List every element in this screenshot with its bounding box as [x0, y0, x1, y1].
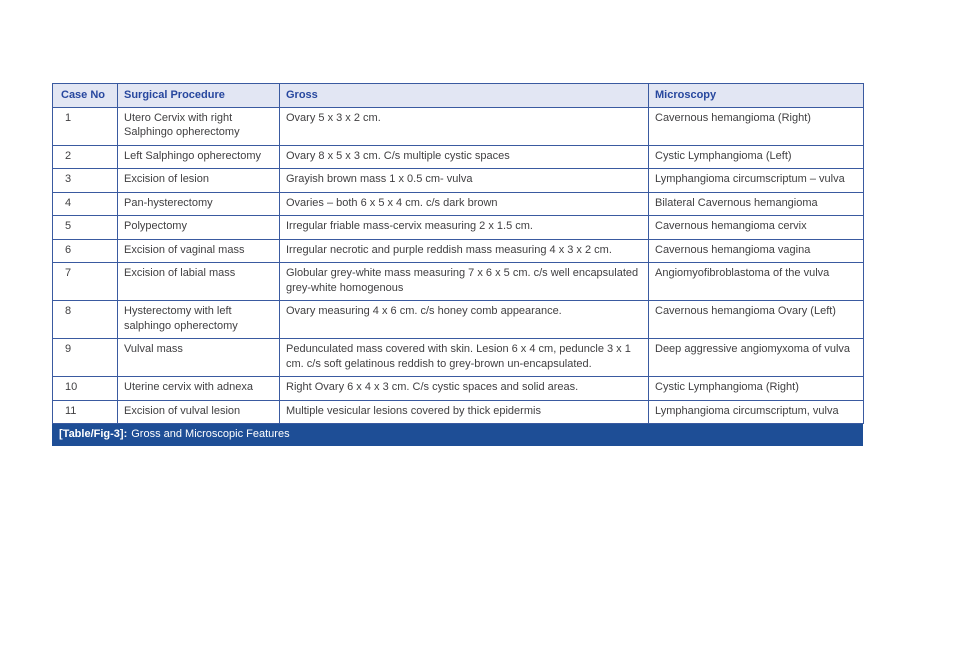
cell-microscopy: Cystic Lymphangioma (Right) [649, 377, 864, 401]
cell-gross: Ovaries – both 6 x 5 x 4 cm. c/s dark brown [280, 192, 649, 216]
cell-surgical-procedure: Hysterectomy with left salphingo opherectomy [118, 301, 280, 339]
cell-surgical-procedure: Vulval mass [118, 339, 280, 377]
cell-microscopy: Cavernous hemangioma Ovary (Left) [649, 301, 864, 339]
table-row [53, 400, 864, 424]
table-row [53, 339, 864, 377]
cell-gross: Pedunculated mass covered with skin. Lesion 6 x 4 cm, peduncle 3 x 1 cm. c/s soft gelatinous reddish to grey-brown un-encapsulated. [280, 339, 649, 377]
cell-case-no: 9 [53, 339, 118, 377]
cell-gross: Ovary 5 x 3 x 2 cm. [280, 107, 649, 145]
cell-gross: Irregular friable mass-cervix measuring 2 x 1.5 cm. [280, 216, 649, 240]
column-header-gross: Gross [280, 84, 649, 108]
cell-surgical-procedure: Excision of lesion [118, 169, 280, 193]
cell-microscopy: Bilateral Cavernous hemangioma [649, 192, 864, 216]
cell-case-no: 8 [53, 301, 118, 339]
table-body [53, 107, 864, 424]
table-header [53, 84, 864, 108]
table-row [53, 192, 864, 216]
cell-gross: Multiple vesicular lesions covered by thick epidermis [280, 400, 649, 424]
table-row [53, 239, 864, 263]
cell-surgical-procedure: Excision of vaginal mass [118, 239, 280, 263]
cell-case-no: 2 [53, 145, 118, 169]
gross-microscopy-table [52, 83, 864, 424]
cell-microscopy: Angiomyofibroblastoma of the vulva [649, 263, 864, 301]
cell-microscopy: Cystic Lymphangioma (Left) [649, 145, 864, 169]
table-row [53, 216, 864, 240]
cell-gross: Grayish brown mass 1 x 0.5 cm- vulva [280, 169, 649, 193]
cell-case-no: 6 [53, 239, 118, 263]
header-row [53, 84, 864, 108]
cell-microscopy: Deep aggressive angiomyxoma of vulva [649, 339, 864, 377]
table-caption-text: Gross and Microscopic Features [131, 428, 290, 440]
table-caption-label: [Table/Fig-3]: [59, 428, 128, 440]
column-header-microscopy: Microscopy [649, 84, 864, 108]
cell-surgical-procedure: Pan-hysterectomy [118, 192, 280, 216]
table-caption-bar [52, 424, 863, 446]
column-header-case-no: Case No [53, 84, 118, 108]
table-row [53, 145, 864, 169]
gross-microscopy-table-figure [52, 83, 863, 446]
cell-gross: Ovary 8 x 5 x 3 cm. C/s multiple cystic spaces [280, 145, 649, 169]
table-row [53, 301, 864, 339]
cell-microscopy: Cavernous hemangioma (Right) [649, 107, 864, 145]
cell-surgical-procedure: Excision of labial mass [118, 263, 280, 301]
cell-microscopy: Lymphangioma circumscriptum, vulva [649, 400, 864, 424]
table-row [53, 377, 864, 401]
cell-gross: Ovary measuring 4 x 6 cm. c/s honey comb appearance. [280, 301, 649, 339]
cell-microscopy: Lymphangioma circumscriptum – vulva [649, 169, 864, 193]
cell-microscopy: Cavernous hemangioma cervix [649, 216, 864, 240]
cell-gross: Globular grey-white mass measuring 7 x 6 x 5 cm. c/s well encapsulated grey-white homogenous [280, 263, 649, 301]
cell-case-no: 11 [53, 400, 118, 424]
cell-gross: Irregular necrotic and purple reddish mass measuring 4 x 3 x 2 cm. [280, 239, 649, 263]
cell-case-no: 4 [53, 192, 118, 216]
cell-case-no: 3 [53, 169, 118, 193]
cell-surgical-procedure: Excision of vulval lesion [118, 400, 280, 424]
table-row [53, 169, 864, 193]
cell-surgical-procedure: Utero Cervix with right Salphingo opherectomy [118, 107, 280, 145]
cell-surgical-procedure: Polypectomy [118, 216, 280, 240]
cell-gross: Right Ovary 6 x 4 x 3 cm. C/s cystic spaces and solid areas. [280, 377, 649, 401]
cell-case-no: 7 [53, 263, 118, 301]
cell-surgical-procedure: Left Salphingo opherectomy [118, 145, 280, 169]
cell-surgical-procedure: Uterine cervix with adnexa [118, 377, 280, 401]
cell-case-no: 1 [53, 107, 118, 145]
cell-case-no: 5 [53, 216, 118, 240]
cell-microscopy: Cavernous hemangioma vagina [649, 239, 864, 263]
column-header-surgical-procedure: Surgical Procedure [118, 84, 280, 108]
table-row [53, 107, 864, 145]
table-row [53, 263, 864, 301]
cell-case-no: 10 [53, 377, 118, 401]
